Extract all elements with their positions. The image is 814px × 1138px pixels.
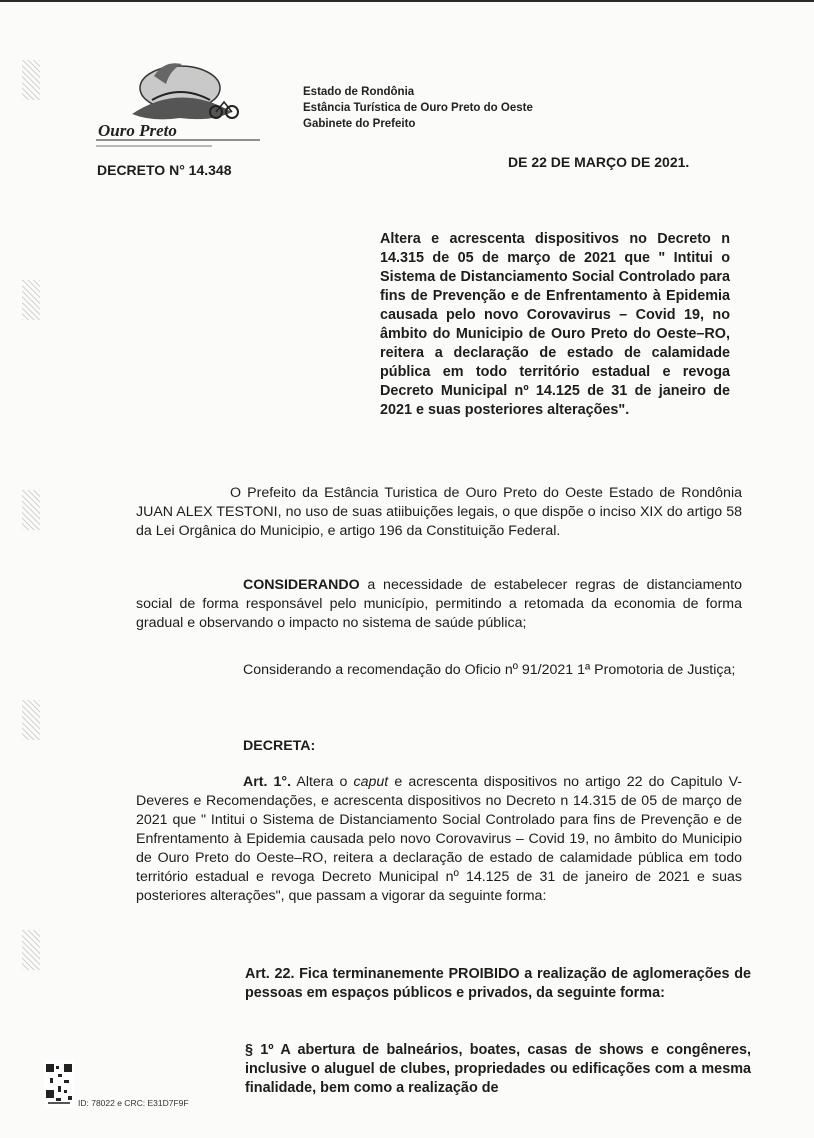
considerando-lead: CONSIDERANDO <box>243 577 360 593</box>
article-1-text-b: e acrescenta dispositivos no artigo 22 do Capitulo V-Deveres e Recomendações, e acrescenta dispositivos no Decreto n 14.315 de 05 de março de 2021 que " Intitui o Sistema de Distanciamento Social Controlado para fins de Prevenção e de Enfrentamento à Epidemia causada pelo novo Corovavirus – Covid 19, no âmbito do Municipio de Ouro Preto do Oeste–RO, reitera a declaração de estado de calamidade pública em todo território estadual e revoga Decreto Municipal nº 14.125 de 31 de janeiro de 2021 e suas posteriores alterações", que passam a vigorar da seguinte forma: <box>136 774 743 904</box>
letterhead-municipality: Estância Turística de Ouro Preto do Oeste <box>303 102 533 114</box>
letterhead-office: Gabinete do Prefeito <box>303 118 416 130</box>
considerando-text: a necessidade de estabelecer regras de distanciamento social de forma responsável pelo município, permitindo a retomada da economia de forma gradual e observando o impacto no sistema de saúde pública; <box>136 577 742 631</box>
scan-speck <box>22 280 40 320</box>
article-1 <box>136 773 742 906</box>
preamble-paragraph <box>136 484 742 541</box>
svg-text:Ouro Preto: Ouro Preto <box>98 121 177 140</box>
article-1-lead: Art. 1°. <box>243 774 292 790</box>
scan-speck <box>22 700 40 740</box>
considerando-paragraph <box>136 576 742 633</box>
article-22-paragraph-1: § 1º A abertura de balneários, boates, casas de shows e congêneres, inclusive o aluguel de clubes, propriedades ou edificações com a mesma finalidade, bem como a realização de <box>245 1042 751 1096</box>
article-1-caput: caput <box>353 774 389 790</box>
article-1-text-a: Altera o <box>291 774 354 790</box>
scan-edge-line <box>0 0 814 2</box>
letterhead <box>303 84 533 132</box>
municipality-logo <box>92 54 268 154</box>
preamble-text: O Prefeito da Estância Turistica de Ouro Preto do Oeste Estado de Rondônia JUAN ALEX TESTONI, no uso de suas atiibuições legais, o que dispõe o inciso XIX do artigo 58 da Lei Orgânica do Municipio, e artigo 196 da Constituição Federal. <box>136 485 742 539</box>
considerando-recommendation <box>136 661 742 680</box>
qr-code <box>44 1060 74 1108</box>
document-id-footer: ID: 78022 e CRC: E31D7F9F <box>78 1098 189 1108</box>
decree-ementa: Altera e acrescenta dispositivos no Decreto n 14.315 de 05 de março de 2021 que " Intitui o Sistema de Distanciamento Social Controlado para fins de Prevenção e de Enfrentamento à Epidemia causada pelo novo Corovavirus – Covid 19, no âmbito do Municipio de Ouro Preto do Oeste–RO, reitera a declaração de estado de calamidade pública em todo território estadual e revoga Decreto Municipal nº 14.125 de 31 de janeiro de 2021 e suas posteriores alterações". <box>380 231 730 418</box>
scan-speck <box>22 60 40 100</box>
scan-speck <box>22 930 40 970</box>
scan-speck <box>22 490 40 530</box>
decree-number: DECRETO N° 14.348 <box>97 162 232 178</box>
letterhead-state: Estado de Rondônia <box>303 86 415 98</box>
decreta-heading: DECRETA: <box>243 738 316 754</box>
article-22: Art. 22. Fica terminanemente PROIBIDO a realização de aglomerações de pessoas em espaços públicos e privados, da seguinte forma: <box>245 966 751 1001</box>
decree-date: DE 22 DE MARÇO DE 2021. <box>508 154 690 170</box>
considerando-recommendation-text: Considerando a recomendação do Oficio nº 91/2021 1ª Promotoria de Justiça; <box>243 662 736 678</box>
